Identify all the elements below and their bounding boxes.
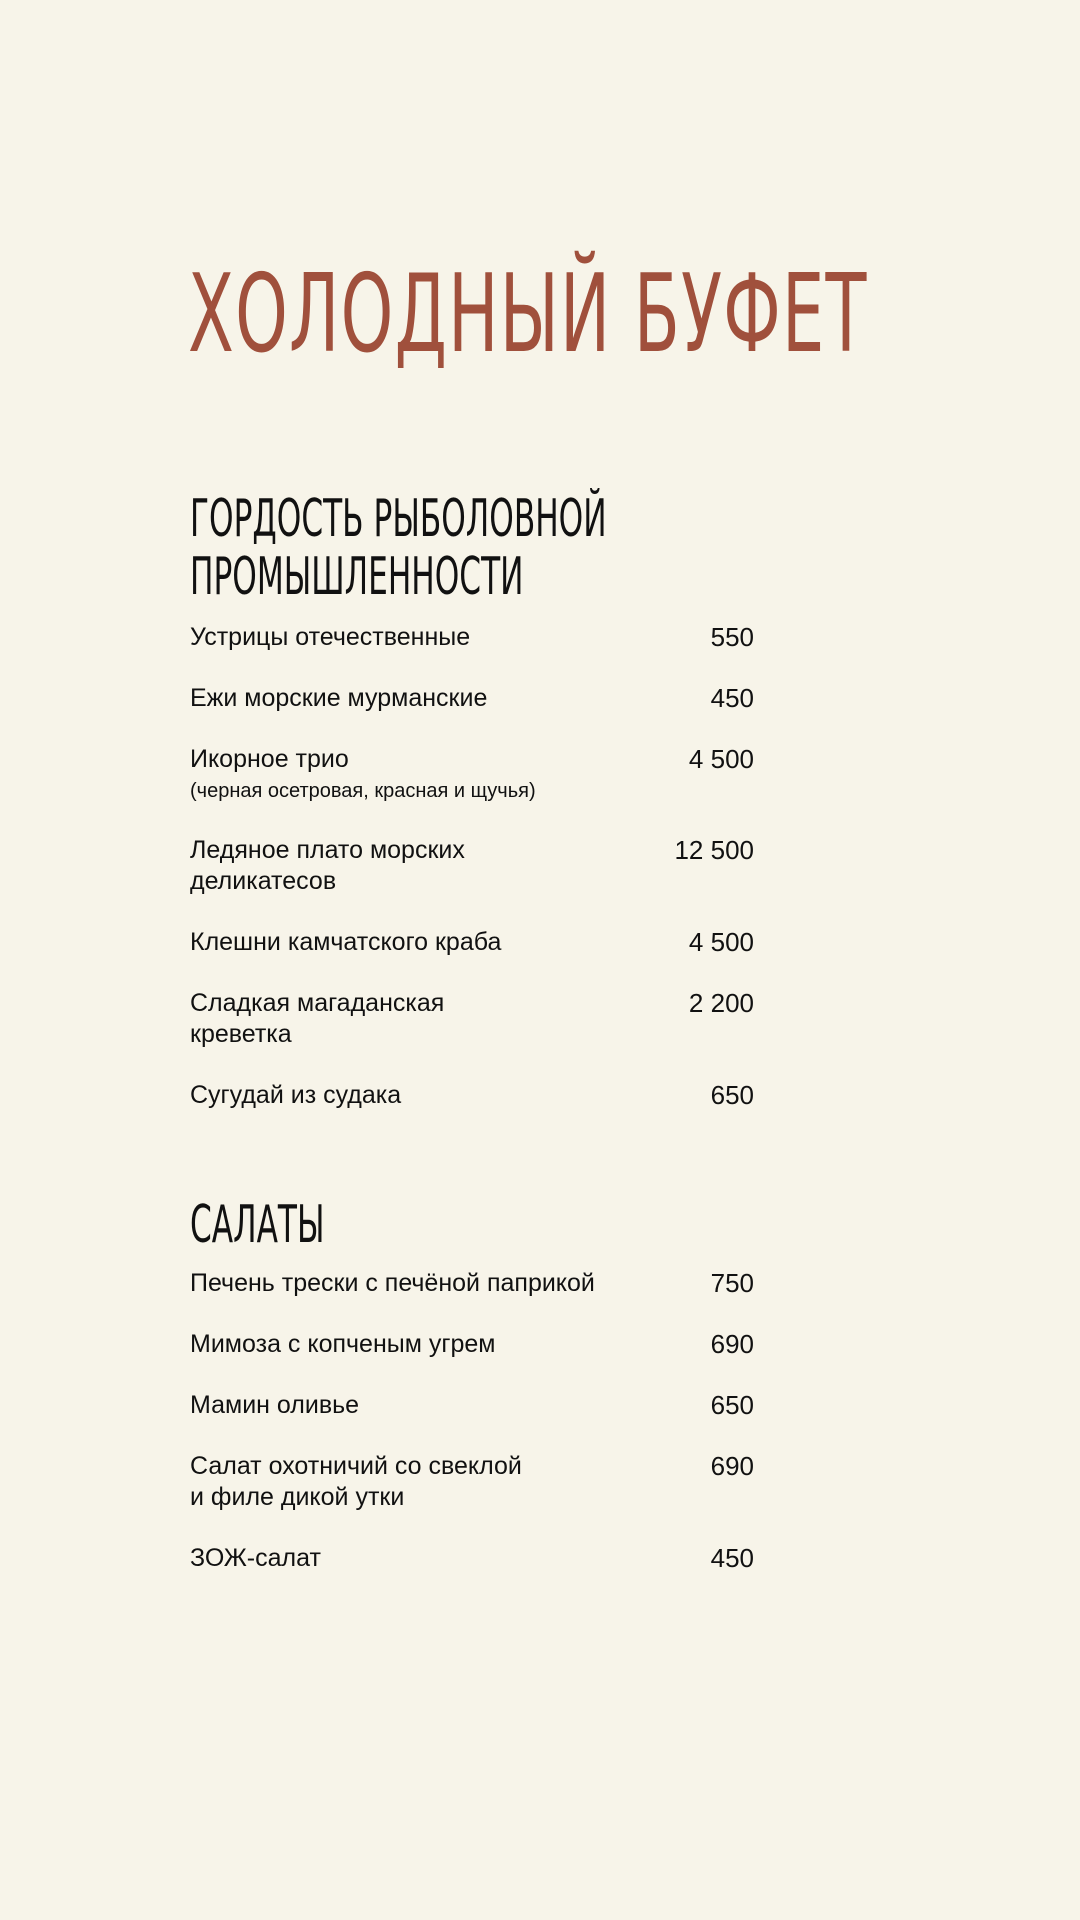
item-name: Ледяное плато морских деликатесов [190,836,465,895]
item-name: Ежи морские мурманские [190,684,488,712]
menu-item [190,744,754,805]
item-name: ЗОЖ-салат [190,1544,321,1572]
menu-item [190,1080,754,1111]
item-name: Салат охотничий со свеклой и филе дикой утки [190,1452,522,1511]
menu-item [190,1329,754,1360]
menu-item [190,1543,754,1574]
item-price: 450 [710,1543,754,1573]
item-name: Сладкая магаданская креветка [190,989,445,1048]
item-price: 690 [710,1329,754,1359]
item-price: 4 500 [688,927,754,957]
menu-item [190,927,754,958]
item-price: 4 500 [688,744,754,774]
menu-item [190,1268,754,1299]
section-title: САЛАТЫ [190,1195,325,1255]
section-title-line-2: ПРОМЫШЛЕННОСТИ [190,547,524,607]
menu-item-list [190,622,754,1111]
menu-item [190,622,754,653]
section-salads [190,1196,754,1604]
menu-item [190,1451,754,1513]
menu-item [190,835,754,897]
item-name: Клешни камчатского краба [190,928,502,956]
item-name: Мамин оливье [190,1391,360,1419]
menu-item [190,1390,754,1421]
section-seafood [190,490,754,1141]
item-name: Печень трески с печёной паприкой [190,1269,595,1297]
menu-item [190,988,754,1050]
menu-item [190,683,754,714]
item-price: 650 [710,1080,754,1110]
item-name: Устрицы отечественные [190,623,471,651]
item-price: 690 [710,1451,754,1481]
item-note: (черная осетровая, красная и щучья) [190,780,536,802]
section-title-line-1: ГОРДОСТЬ РЫБОЛОВНОЙ [190,489,607,549]
page-title: ХОЛОДНЫЙ БУФЕТ [188,252,868,377]
item-price: 750 [710,1268,754,1298]
section-title [190,489,607,607]
item-price: 450 [710,683,754,713]
item-price: 650 [710,1390,754,1420]
menu-item-list [190,1268,754,1574]
item-name: Мимоза с копченым угрем [190,1330,496,1358]
item-price: 2 200 [688,988,754,1018]
item-price: 550 [710,622,754,652]
item-name: Сугудай из судака [190,1081,402,1109]
item-name: Икорное трио [190,745,349,773]
item-price: 12 500 [674,835,754,865]
